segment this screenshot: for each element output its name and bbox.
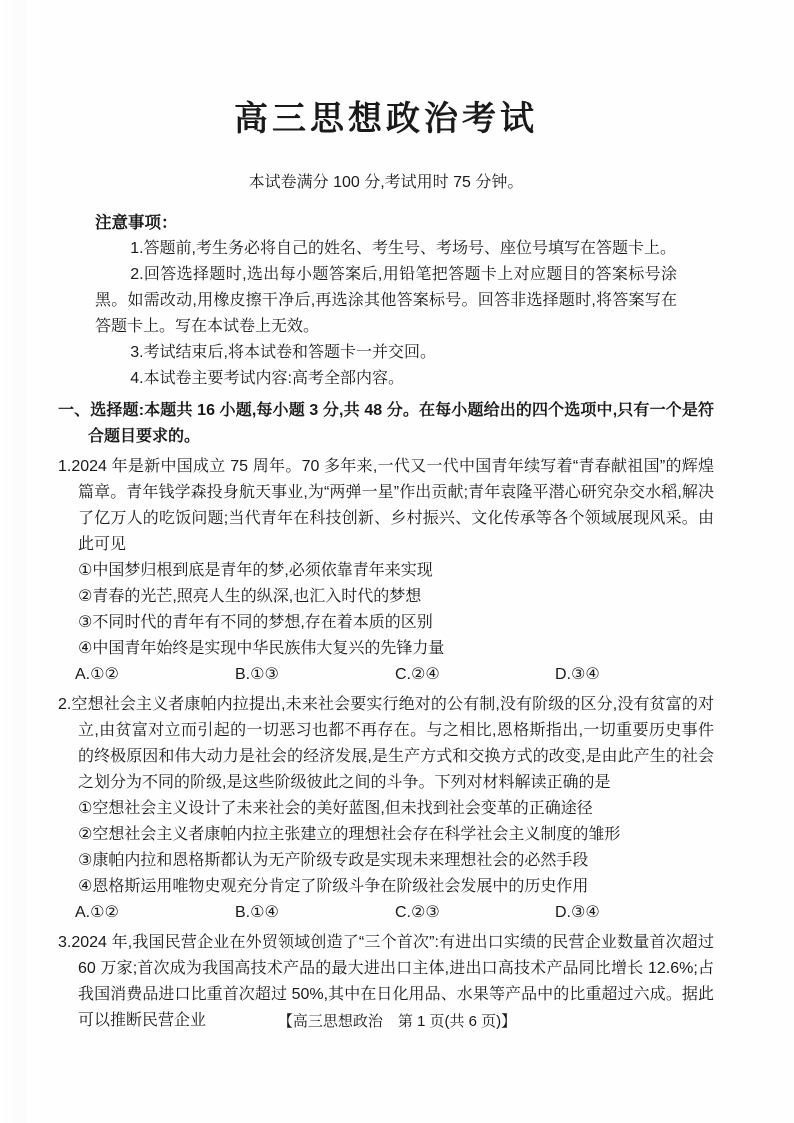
question-text: 空想社会主义者康帕内拉提出,未来社会要实行绝对的公有制,没有阶级的区分,没有贫富的对立,由贫富对立而引起的一切恶习也都不再存在。与之相比,恩格斯指出,一切重要历史事件的终极原因和伟大动力是社会的经济发展,是生产方式和交换方式的改变,是由此产生的社会之划分为不同的阶级,是这些阶级彼此之间的斗争。下列对材料解读正确的是 (71, 696, 714, 791)
option-c: C.②④ (395, 666, 440, 683)
notice-section (95, 210, 677, 392)
question-text: 2024 年是新中国成立 75 周年。70 多年来,一代又一代中国青年续写着“青春献祖国”的辉煌篇章。青年钱学森投身航天事业,为“两弹一星”作出贡献;青年袁隆平潜心研究杂交水稻,解决了亿万人的吃饭问题;当代青年在科技创新、乡村振兴、文化传承等各个领域展现风采。由此可见 (71, 458, 714, 553)
statement-2: ②空想社会主义者康帕内拉主张建立的理想社会存在科学社会主义制度的雏形 (78, 826, 621, 843)
options-row (58, 662, 714, 688)
statement-4: ④恩格斯运用唯物史观充分肯定了阶级斗争在阶级社会发展中的历史作用 (78, 878, 589, 895)
statement-1: ①中国梦归根到底是青年的梦,必须依靠青年来实现 (78, 562, 433, 579)
exam-subtitle: 本试卷满分 100 分,考试用时 75 分钟。 (248, 174, 524, 191)
notice-heading: 注意事项： (95, 214, 178, 232)
statement-4: ④中国青年始终是实现中华民族伟大复兴的先锋力量 (78, 640, 445, 657)
section-heading: 一、选择题:本题共 16 小题,每小题 3 分,共 48 分。在每小题给出的四个选项中,只有一个是符合题目要求的。 (58, 402, 714, 445)
question-text: 2024 年,我国民营企业在外贸领域创造了“三个首次”:有进出口实绩的民营企业数量首次超过 60 万家;首次成为我国高技术产品的最大进出口主体,进出口高技术产品同比增长 12.6%;占我国消费品进口比重首次超过 50%,其中在日化用品、水果等产品中的比重超过六成。据此可以推断民营企业 (71, 934, 714, 1029)
page-title: 高三思想政治考试 (234, 100, 538, 138)
options-row (58, 900, 714, 926)
question-number: 3. (58, 934, 72, 951)
option-d: D.③④ (555, 904, 600, 921)
option-d: D.③④ (555, 666, 600, 683)
question-stem (58, 692, 714, 796)
option-a: A.①② (75, 904, 119, 921)
question-1 (58, 454, 714, 688)
option-b: B.①④ (235, 904, 279, 921)
option-b: B.①③ (235, 666, 279, 683)
notice-item-3: 3.考试结束后,将本试卷和答题卡一并交回。 (130, 344, 436, 361)
question-number: 1. (58, 458, 72, 475)
question-number: 2. (58, 696, 72, 713)
notice-item-1: 1.答题前,考生务必将自己的姓名、考生号、考场号、座位号填写在答题卡上。 (130, 240, 676, 257)
statement-3: ③康帕内拉和恩格斯都认为无产阶级专政是实现未来理想社会的必然手段 (78, 852, 589, 869)
question-stem (58, 454, 714, 558)
option-c: C.②③ (395, 904, 440, 921)
notice-item-4: 4.本试卷主要考试内容:高考全部内容。 (130, 370, 404, 387)
notice-item-2: 2.回答选择题时,选出每小题答案后,用铅笔把答题卡上对应题目的答案标号涂黑。如需改动,用橡皮擦干净后,再选涂其他答案标号。回答非选择题时,将答案写在答题卡上。写在本试卷上无效。 (95, 266, 677, 335)
question-2 (58, 692, 714, 926)
page-footer: 【高三思想政治 第 1 页(共 6 页)】 (277, 1013, 517, 1030)
statement-3: ③不同时代的青年有不同的梦想,存在着本质的区别 (78, 614, 433, 631)
statement-1: ①空想社会主义设计了未来社会的美好蓝图,但未找到社会变革的正确途径 (78, 800, 593, 817)
option-a: A.①② (75, 666, 119, 683)
statement-2: ②青春的光芒,照亮人生的纵深,也汇入时代的梦想 (78, 588, 422, 605)
